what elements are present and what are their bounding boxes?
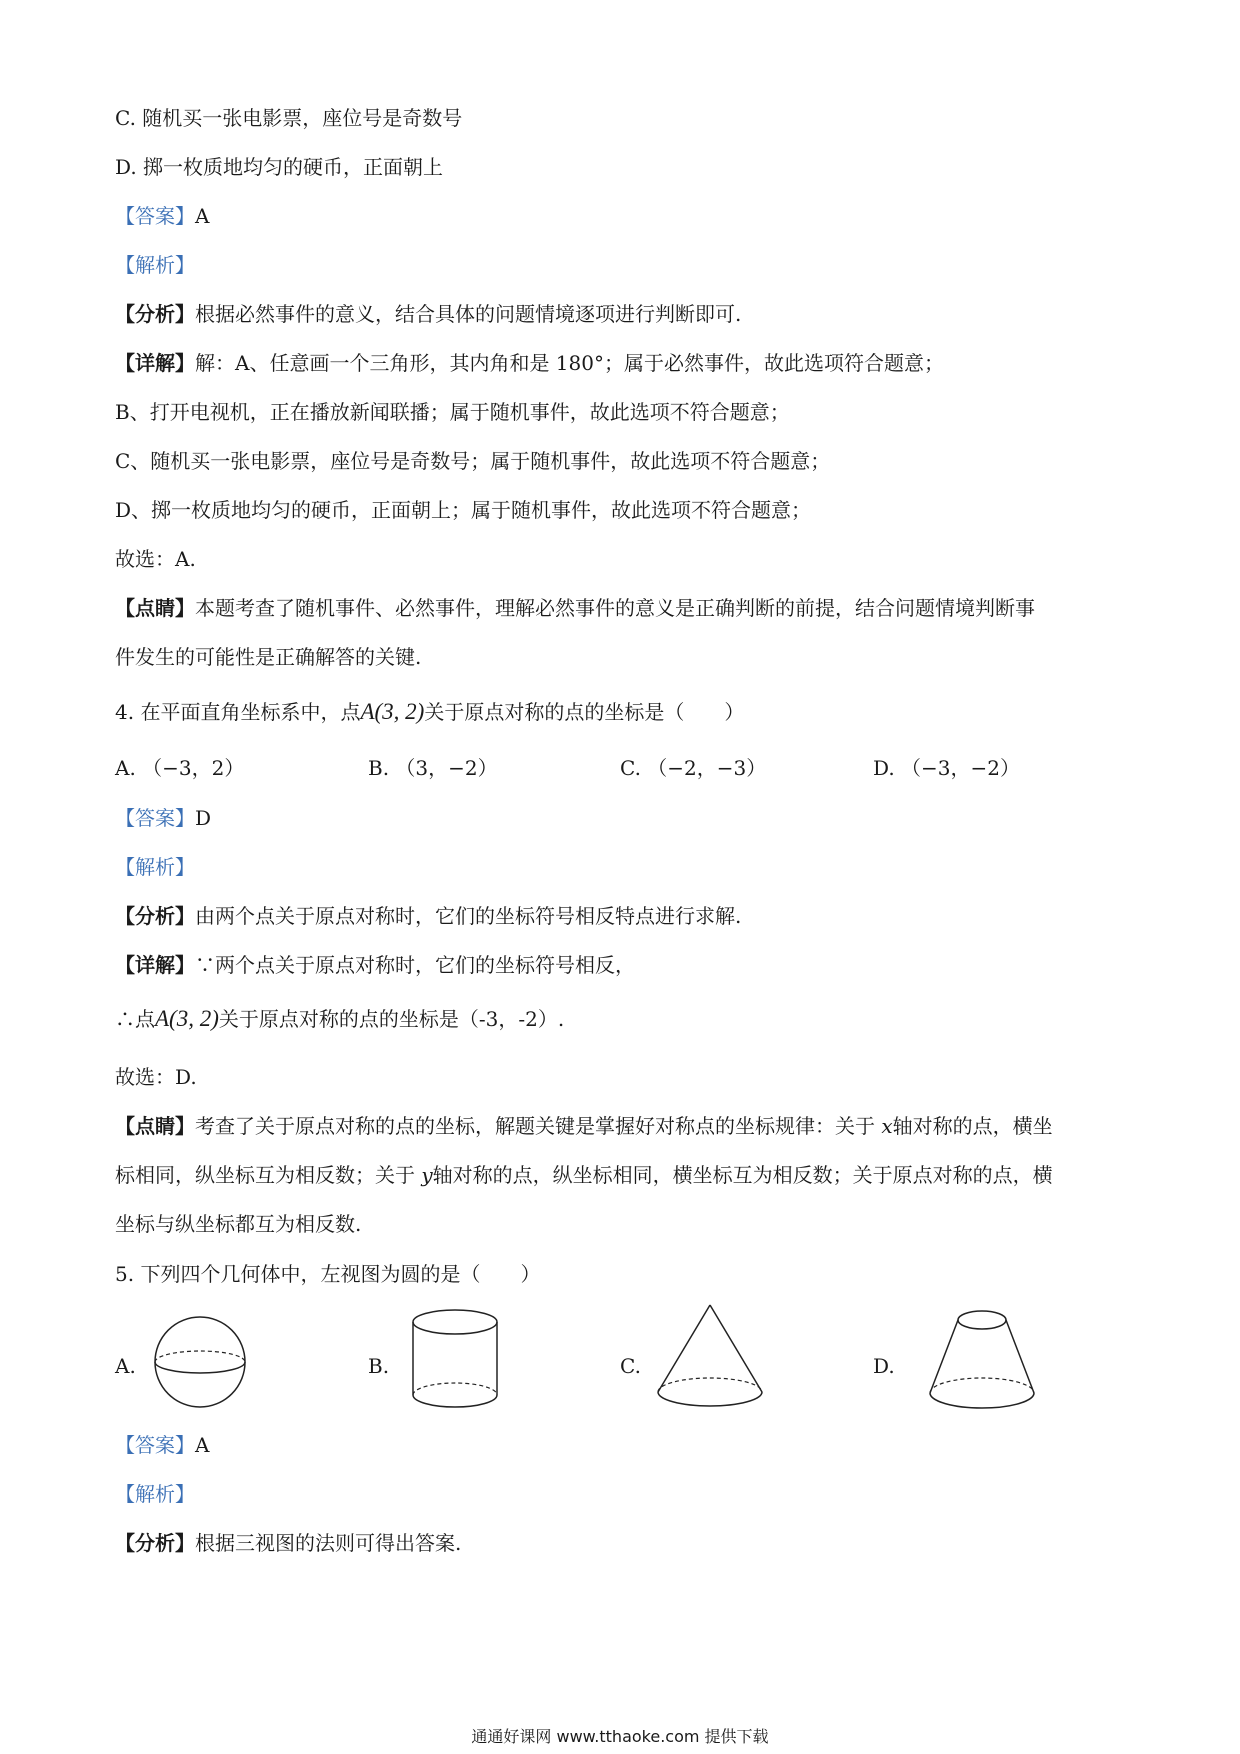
q4-stem (115, 698, 744, 726)
xiangjie-tag: 【详解】 (115, 953, 195, 977)
q5-jiexi-tag: 【解析】 (115, 1482, 195, 1506)
dianjing-tag: 【点睛】 (115, 1114, 195, 1138)
q4-stem-post: 关于原点对称的点的坐标是（ ） (424, 700, 745, 724)
q4-choose: 故选：D. (115, 1065, 197, 1089)
fenxi-text: 由两个点关于原点对称时，它们的坐标符号相反特点进行求解. (195, 904, 742, 928)
dianjing-text-d: 轴对称的点，纵坐标相同，横坐标互为相反数；关于原点对称的点，横 (432, 1163, 1053, 1187)
dianjing-text: 本题考查了随机事件、必然事件，理解必然事件的意义是正确判断的前提，结合问题情境判断事 (195, 596, 1035, 620)
therefore-point: A(3, 2) (155, 1006, 219, 1031)
y-variable: y (421, 1163, 433, 1187)
therefore-post: 关于原点对称的点的坐标是（-3，-2）. (218, 1007, 565, 1031)
q4-jiexi-tag: 【解析】 (115, 855, 195, 879)
xiangjie-text: ∵两个点关于原点对称时，它们的坐标符号相反， (195, 953, 635, 977)
q4-xiangjie (115, 951, 635, 979)
q4-point: A(3, 2) (360, 699, 425, 724)
answer-tag: 【答案】 (115, 1433, 195, 1457)
fenxi-tag: 【分析】 (115, 302, 195, 326)
dianjing-text-c: 标相同，纵坐标互为相反数；关于 (115, 1163, 415, 1187)
q3-dianjing-line1 (115, 594, 1035, 622)
q5-option-d-label: D. (873, 1354, 895, 1378)
q3-answer (115, 202, 209, 230)
q3-option-c: C. 随机买一张电影票，座位号是奇数号 (115, 106, 463, 130)
dianjing-text-b: 轴对称的点，横坐 (892, 1114, 1053, 1138)
sphere-icon (145, 1312, 255, 1412)
q4-option-c: C. （−2，−3） (620, 756, 767, 780)
therefore-pre: ∴点 (115, 1007, 155, 1031)
fenxi-text: 根据必然事件的意义，结合具体的问题情境逐项进行判断即可. (195, 302, 742, 326)
q4-option-b: B. （3，−2） (368, 756, 498, 780)
q4-option-d: D. （−3，−2） (873, 756, 1021, 780)
q5-option-b-label: B. (368, 1354, 390, 1378)
answer-tag: 【答案】 (115, 204, 195, 228)
answer-value: A (195, 204, 210, 228)
fenxi-tag: 【分析】 (115, 904, 195, 928)
q3-dianjing-line2: 件发生的可能性是正确解答的关键. (115, 645, 422, 669)
answer-tag: 【答案】 (115, 806, 195, 830)
q4-answer (115, 804, 211, 832)
cylinder-icon (405, 1305, 505, 1415)
dianjing-text-a: 考查了关于原点对称的点的坐标，解题关键是掌握好对称点的坐标规律：关于 (195, 1114, 875, 1138)
fenxi-tag: 【分析】 (115, 1531, 195, 1555)
q5-option-a-label: A. (115, 1354, 136, 1378)
q4-option-a: A. （−3，2） (115, 756, 245, 780)
answer-value: A (195, 1433, 210, 1457)
x-variable: x (881, 1114, 893, 1138)
q3-choose: 故选：A. (115, 547, 196, 571)
q4-dianjing-line3: 坐标与纵坐标都互为相反数. (115, 1212, 362, 1236)
q3-line-c: C、随机买一张电影票，座位号是奇数号；属于随机事件，故此选项不符合题意； (115, 449, 831, 473)
fenxi-text: 根据三视图的法则可得出答案. (195, 1531, 462, 1555)
q3-line-d: D、掷一枚质地均匀的硬币，正面朝上；属于随机事件，故此选项不符合题意； (115, 498, 812, 522)
page-footer: 通通好课网 www.tthaoke.com 提供下载 (471, 1727, 769, 1746)
q4-dianjing-line1 (115, 1112, 1053, 1140)
q4-fenxi (115, 902, 741, 930)
q4-therefore (115, 1005, 564, 1033)
answer-value: D (195, 806, 212, 830)
q3-option-d: D. 掷一枚质地均匀的硬币，正面朝上 (115, 155, 444, 179)
cone-icon (652, 1300, 768, 1415)
q5-stem: 5. 下列四个几何体中，左视图为圆的是（ ） (115, 1262, 541, 1286)
q3-line-b: B、打开电视机，正在播放新闻联播；属于随机事件，故此选项不符合题意； (115, 400, 790, 424)
q3-jiexi-tag: 【解析】 (115, 253, 195, 277)
frustum-icon (925, 1305, 1039, 1415)
q4-stem-pre: 4. 在平面直角坐标系中，点 (115, 700, 361, 724)
xiangjie-text: 解：A、任意画一个三角形，其内角和是 180°；属于必然事件，故此选项符合题意； (195, 351, 944, 375)
q3-fenxi (115, 300, 741, 328)
dianjing-tag: 【点睛】 (115, 596, 195, 620)
q3-xiangjie (115, 349, 944, 377)
q5-answer (115, 1431, 209, 1459)
xiangjie-tag: 【详解】 (115, 351, 195, 375)
q4-dianjing-line2 (115, 1161, 1053, 1189)
q5-fenxi (115, 1529, 461, 1557)
q5-option-c-label: C. (620, 1354, 641, 1378)
